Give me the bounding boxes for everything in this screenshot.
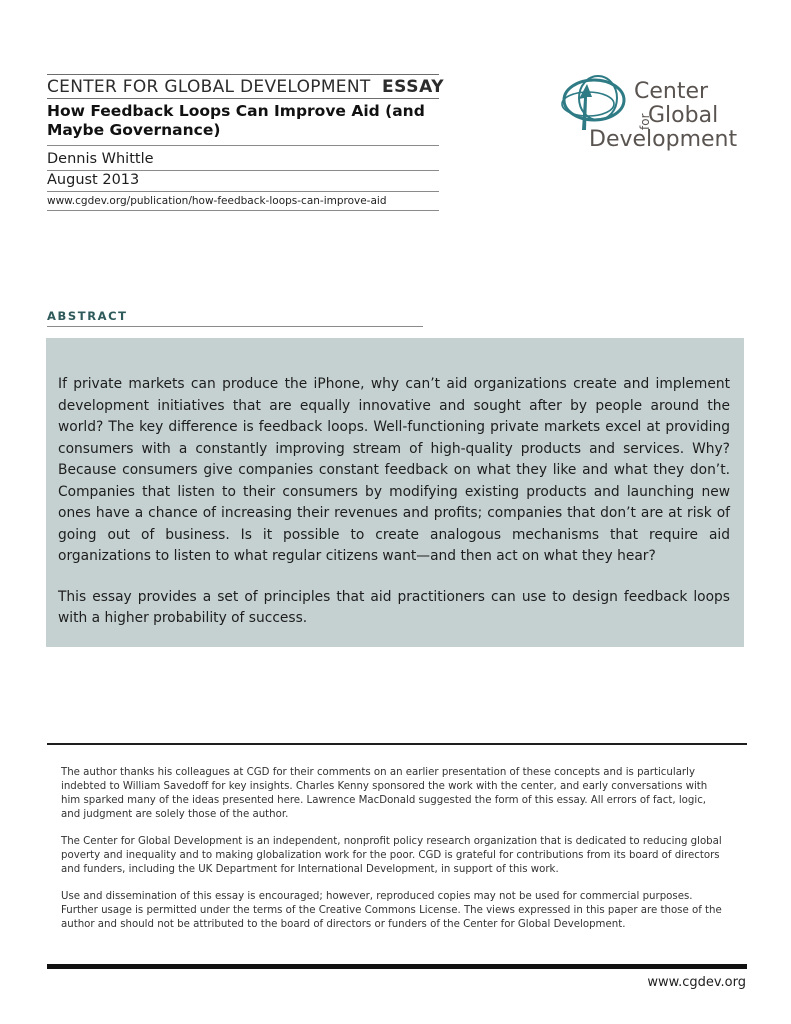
essay-title: How Feedback Loops Can Improve Aid (and Maybe Governance) <box>47 102 439 146</box>
footnotes <box>61 766 725 945</box>
publication-date: August 2013 <box>47 171 439 192</box>
license-note: Use and dissemination of this essay is encouraged; however, reproduced copies may not be used for commercial purposes. Further usage is permitted under the terms of the Creative Commons License. The views expressed in this paper are those of the author and should not be attributed to the board of directors or funders of the Center for Global Development. <box>61 891 722 930</box>
publication-url[interactable]: www.cgdev.org/publication/how-feedback-loops-can-improve-aid <box>47 194 439 211</box>
abstract-paragraph: This essay provides a set of principles that aid practitioners can use to design feedback loops with a higher probability of success. <box>58 588 730 626</box>
website-link[interactable]: www.cgdev.org <box>647 975 746 990</box>
acknowledgments-note: The author thanks his colleagues at CGD for their comments on an earlier presentation of these concepts and is particularly indebted to William Savedoff for key insights. Charles Kenny sponsored the work with the center, and early conversations with him sparked many of the ideas presented here. Lawrence MacDonald suggested the form of this essay. All errors of fact, logic, and judgment are solely those of the author. <box>61 767 708 820</box>
abstract-box <box>46 338 744 647</box>
organization-note: The Center for Global Development is an independent, nonprofit policy research organization that is dedicated to reducing global poverty and inequality and to making globalization work for the poor. CGD is grateful for contributions from its board of directors and funders, including the UK Department for International Development, in support of this work. <box>61 836 722 875</box>
author-name: Dennis Whittle <box>47 150 439 171</box>
logo-line-center: Center <box>634 79 709 104</box>
abstract-heading: ABSTRACT <box>47 309 423 327</box>
abstract-paragraph: If private markets can produce the iPhone, why can’t aid organizations create and implement development initiatives that are equally innovative and sought after by people around the world? The key difference is feedback loops. Well-functioning private markets excel at providing consumers with a constantly improving stream of high-quality products and services. Why? Because consumers give companies constant feedback on what they like and what they don’t. Companies that listen to their consumers by modifying existing products and launching new ones have a chance of increasing their revenues and profits; companies that don’t are at risk of going out of business. Is it possible to create analogous mechanisms that require aid organizations to listen to what regular citizens want—and then act on what they hear? <box>58 376 730 564</box>
publication-series-label <box>47 74 445 99</box>
logo-for: for <box>638 113 652 130</box>
logo-line-development: Development <box>589 127 738 152</box>
logo-line-global: Global <box>648 103 719 128</box>
bottom-divider <box>47 964 747 969</box>
footer-divider <box>47 743 747 745</box>
series-name: CENTER FOR GLOBAL DEVELOPMENT <box>47 77 371 97</box>
cgd-logo <box>560 72 760 162</box>
series-type: ESSAY <box>381 77 445 97</box>
